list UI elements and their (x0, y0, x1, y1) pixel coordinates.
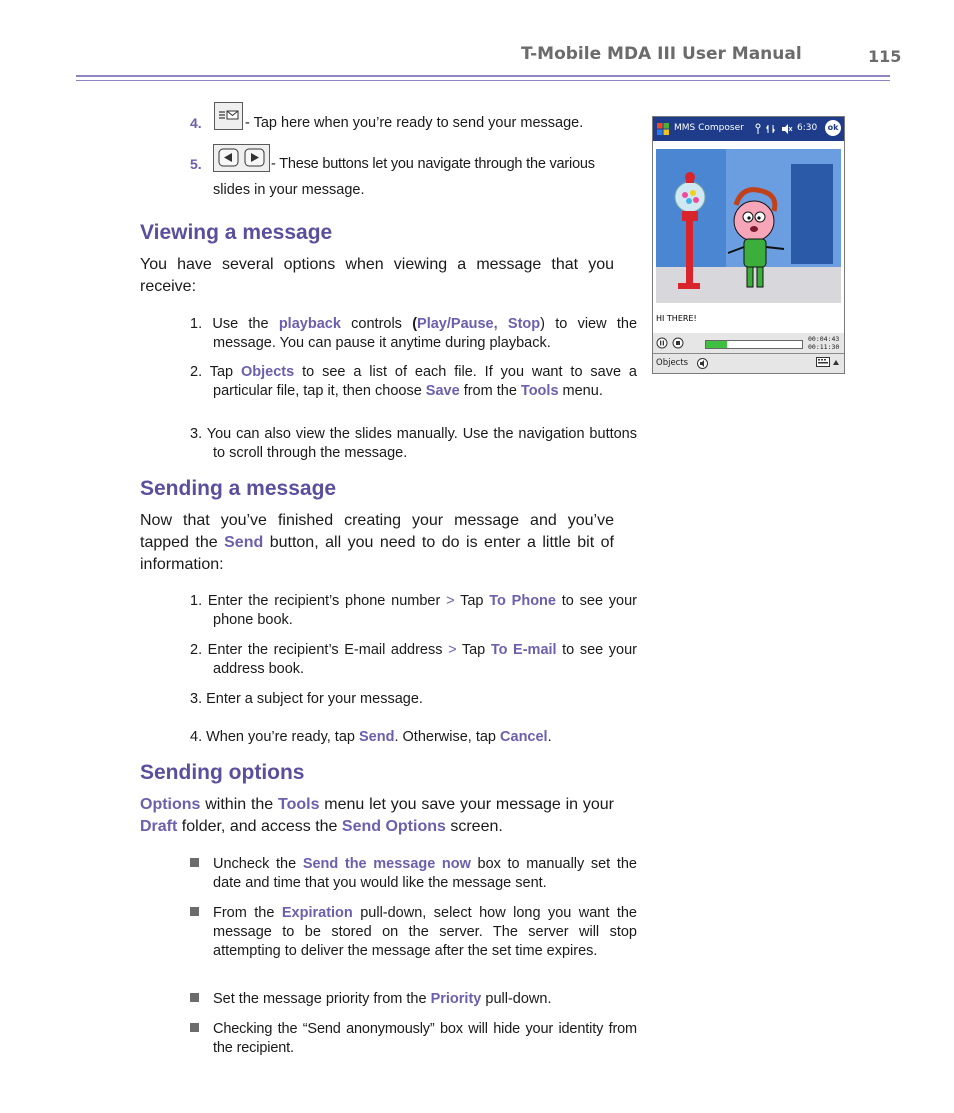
page-number: 115 (868, 47, 902, 66)
bullet-square-icon (190, 993, 199, 1002)
send-message-icon (214, 102, 243, 130)
bullet-item: Set the message priority from the Priority pull-down. (190, 990, 637, 1009)
list-item: 2. Enter the recipient’s E-mail address > Tap To E-mail to see your address book. (190, 642, 637, 677)
slide-text: HI THERE! (656, 314, 697, 323)
device-title-bar (653, 117, 844, 141)
volume-icon (781, 123, 793, 135)
device-clock: 6:30 (797, 123, 818, 133)
chevron-up-icon[interactable] (832, 359, 840, 367)
prev-next-slide-buttons (213, 144, 270, 172)
bullet-item: Uncheck the Send the message now box to manually set the date and time that you would like the message sent. (190, 855, 637, 893)
step-4 (190, 114, 202, 134)
bullet-square-icon (190, 907, 199, 916)
time-total: 00:11:30 (808, 343, 840, 351)
bullet-item: From the Expiration pull-down, select how long you want the message to be stored on the server. The server will stop attempting to deliver the message after the set time expires. (190, 904, 637, 961)
step-5-text: - These buttons let you navigate through the various (271, 156, 595, 172)
device-menu-bar (653, 353, 844, 374)
section-heading-viewing: Viewing a message (140, 221, 333, 244)
pause-icon[interactable] (656, 337, 668, 349)
playback-progress-fill (706, 341, 727, 348)
signal-icon (753, 123, 763, 135)
step-5-text-cont: slides in your message. (213, 182, 365, 198)
step-number: 5. (190, 156, 202, 172)
keyboard-icon[interactable] (816, 357, 830, 369)
options-intro: Options within the Tools menu let you save your message in your Draft folder, and access the Send Options screen. (140, 796, 615, 835)
list-item: 3. Enter a subject for your message. (190, 691, 423, 707)
bullet-square-icon (190, 1023, 199, 1032)
bullet-item: Checking the “Send anonymously” box will hide your identity from the recipient. (190, 1020, 637, 1058)
list-item: 2. Tap Objects to see a list of each file. If you want to save a particular file, tap it, then choose Save from the Tools menu. (190, 364, 637, 399)
device-app-title: MMS Composer (674, 123, 744, 133)
manual-title: T-Mobile MDA III User Manual (521, 44, 802, 64)
list-item: 1. Enter the recipient’s phone number > Tap To Phone to see your phone book. (190, 593, 637, 628)
stop-icon[interactable] (672, 337, 684, 349)
sending-intro: Now that you’ve finished creating your message and you’ve tapped the Send button, all you need to do is enter a little bit of information: (140, 512, 614, 573)
bullet-square-icon (190, 858, 199, 867)
device-screenshot (652, 116, 845, 374)
section-heading-options: Sending options (140, 761, 305, 784)
list-item: 4. When you’re ready, tap Send. Otherwise, tap Cancel. (190, 729, 552, 745)
ok-button[interactable]: ok (825, 120, 841, 136)
header-divider (76, 75, 890, 81)
step-4-text: - Tap here when you’re ready to send your message. (245, 115, 584, 131)
speaker-icon[interactable] (697, 358, 708, 369)
section-heading-sending: Sending a message (140, 477, 337, 500)
viewing-intro: You have several options when viewing a message that you receive: (140, 256, 614, 295)
connectivity-icon (766, 123, 776, 135)
playback-controls (653, 333, 844, 353)
step-number: 4. (190, 115, 202, 131)
step-5 (190, 155, 202, 175)
slide-image (656, 149, 841, 303)
list-item: 3. You can also view the slides manually. Use the navigation buttons to scroll through the message. (190, 426, 637, 461)
list-item: 1. Use the playback controls (Play/Pause, Stop) to view the message. You can pause it anytime during playback. (190, 316, 638, 351)
objects-menu[interactable]: Objects (656, 358, 689, 368)
time-elapsed: 00:04:43 (808, 335, 840, 343)
playback-progress-bar[interactable] (705, 340, 803, 349)
windows-start-icon[interactable] (656, 122, 670, 136)
